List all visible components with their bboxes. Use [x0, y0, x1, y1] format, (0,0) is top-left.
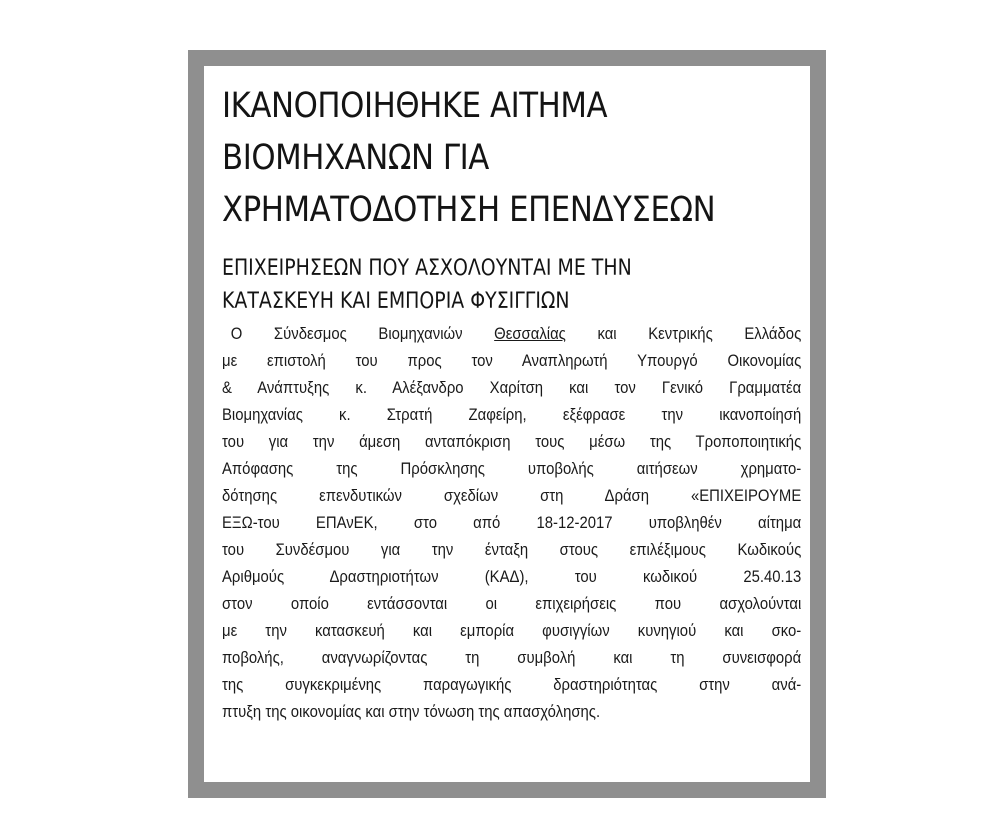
- body-line: Απόφασης της Πρόσκλησης υποβολής αιτήσεων χρηματο-: [222, 459, 802, 478]
- underlined-word: Θεσσαλίας: [494, 324, 566, 343]
- body-line: πτυξη της οικονομίας και στην τόνωση της απασχόλησης.: [222, 702, 601, 721]
- headline: [222, 80, 741, 236]
- body-line: & Ανάπτυξης κ. Αλέξανδρο Χαρίτση και τον Γενικό Γραμματέα: [222, 378, 802, 397]
- body-line: ΕΞΩ-του ΕΠΑνΕΚ, στο από 18-12-2017 υποβληθέν αίτημα: [222, 513, 802, 532]
- headline-line: ΙΚΑΝΟΠΟΙΗΘΗΚΕ ΑΙΤΗΜΑ: [222, 86, 608, 126]
- body-line: του Συνδέσμου για την ένταξη στους επιλέξιμους Κωδικούς: [222, 540, 802, 559]
- body-line: Αριθμούς Δραστηριοτήτων (ΚΑΔ), του κωδικού 25.40.13: [222, 567, 802, 586]
- article-body: [222, 320, 801, 725]
- headline-line: ΒΙΟΜΗΧΑΝΩΝ ΓΙΑ: [222, 138, 489, 178]
- body-line: της συγκεκριμένης παραγωγικής δραστηριότητας στην ανά-: [222, 675, 802, 694]
- body-line: του για την άμεση ανταπόκριση τους μέσω της Τροποποιητικής: [222, 432, 802, 451]
- headline-line: ΧΡΗΜΑΤΟΔΟΤΗΣΗ ΕΠΕΝΔΥΣΕΩΝ: [222, 190, 716, 230]
- body-text: Ο Σύνδεσμος Βιομηχανιών: [230, 324, 495, 343]
- subheadline: [222, 252, 772, 318]
- body-line: δότησης επενδυτικών σχεδίων στη Δράση «ΕΠΙΧΕΙΡΟΥΜΕ: [222, 486, 802, 505]
- body-line: στον οποίο εντάσσονται οι επιχειρήσεις που ασχολούνται: [222, 594, 802, 613]
- body-line: [222, 320, 801, 347]
- newspaper-clipping: [204, 66, 810, 782]
- body-line: Βιομηχανίας κ. Στρατή Ζαφείρη, εξέφρασε την ικανοποίησή: [222, 405, 802, 424]
- body-text: και Κεντρικής Ελλάδος: [565, 324, 802, 343]
- body-line: με την κατασκευή και εμπορία φυσιγγίων κυνηγιού και σκο-: [222, 621, 802, 640]
- subheadline-line: ΚΑΤΑΣΚΕΥΗ ΚΑΙ ΕΜΠΟΡΙΑ ΦΥΣΙΓΓΙΩΝ: [222, 289, 570, 314]
- body-line: ποβολής, αναγνωρίζοντας τη συμβολή και τη συνεισφορά: [222, 648, 802, 667]
- body-line: με επιστολή του προς τον Αναπληρωτή Υπουργό Οικονομίας: [222, 351, 802, 370]
- subheadline-line: ΕΠΙΧΕΙΡΗΣΕΩΝ ΠΟΥ ΑΣΧΟΛΟΥΝΤΑΙ ΜΕ ΤΗΝ: [222, 256, 632, 281]
